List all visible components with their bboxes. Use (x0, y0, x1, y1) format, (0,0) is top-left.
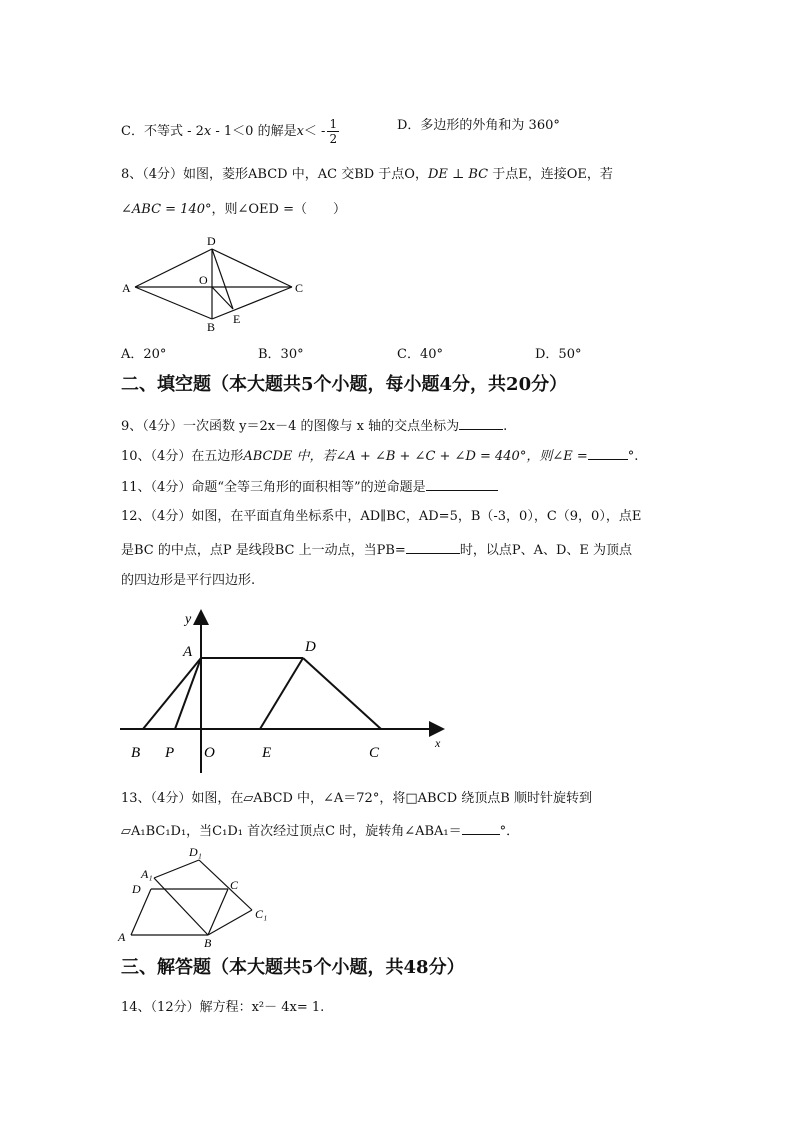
q12-label-O: O (204, 745, 215, 761)
fraction-one-half: $\frac{1}{2}$ (329, 117, 338, 146)
q9-text: 9、（4分）一次函数 y＝2x－4 的图像与 x 轴的交点坐标为 . (121, 416, 507, 436)
q8-label-A: A (122, 281, 131, 295)
q11-answer-blank (426, 477, 498, 491)
q10-answer-blank (588, 446, 628, 460)
q8-label-C: C (295, 281, 304, 295)
q8-label-D: D (207, 234, 216, 248)
q12-line1: 12、（4分）如图，在平面直角坐标系中，AD∥BC，AD=5，B（-3，0），C（9，0），点E (121, 509, 642, 524)
q13-label-A: A (118, 930, 126, 944)
q8-label-E: E (233, 312, 241, 326)
q12-label-E: E (262, 745, 272, 761)
q9-answer-blank (459, 416, 503, 430)
q8-option-c: C．40° (397, 347, 443, 362)
q13-label-C: C (230, 878, 239, 892)
q12-label-A: A (183, 644, 193, 660)
q12-coordinate-figure (115, 603, 455, 775)
q12-label-P: P (165, 745, 175, 761)
q13-label-B: B (204, 936, 212, 950)
q10-text: 10、（4分）在五边形ABCDE 中，若∠A + ∠B + ∠C + ∠D = 440°，则∠E = °. (121, 446, 638, 466)
q12-label-x: x (435, 736, 441, 750)
q8-stem-line2: ∠ABC = 140°，则∠OED =（ ） (121, 202, 346, 217)
q8-option-d: D．50° (535, 347, 582, 362)
q8-rhombus-figure (118, 232, 318, 337)
q12-line3: 的四边形是平行四边形. (121, 573, 256, 588)
q12-label-y: y (185, 612, 192, 627)
q13-answer-blank (462, 821, 500, 835)
q12-label-C: C (369, 745, 380, 761)
q8-stem-line1: 8、（4分）如图，菱形ABCD 中，AC 交BD 于点O，DE ⊥ BC 于点E，连接OE，若 (121, 167, 613, 182)
q8-option-b: B．30° (258, 347, 304, 362)
q12-label-D: D (305, 639, 316, 655)
q13-label-D: D (132, 882, 141, 896)
q13-label-D1: D₁ (189, 845, 202, 859)
q11-text: 11、（4分）命题“全等三角形的面积相等”的逆命题是 (121, 477, 498, 497)
q13-rotation-figure (115, 843, 280, 951)
section-3-heading: 三、解答题（本大题共5个小题，共48分） (121, 957, 465, 978)
q13-label-C1: C₁ (255, 907, 268, 921)
q12-label-B: B (131, 745, 141, 761)
q8-label-O: O (199, 273, 208, 287)
q14-text: 14、（12分）解方程：x²－ 4x= 1. (121, 1000, 325, 1015)
q13-line2: ▱A₁BC₁D₁，当C₁D₁ 首次经过顶点C 时，旋转角∠ABA₁＝ °． (121, 821, 519, 841)
q13-label-A1: A₁ (141, 867, 153, 881)
q8-option-a: A．20° (121, 347, 167, 362)
section-2-heading: 二、填空题（本大题共5个小题，每小题4分，共20分） (121, 374, 568, 395)
q7-option-c: C．不等式 - 2x - 1＜0 的解是x＜ - $\frac{1}{2}$ (121, 117, 338, 146)
q7-option-d: D．多边形的外角和为 360° (397, 118, 560, 133)
q12-answer-blank (406, 540, 460, 554)
q12-line2: 是BC 的中点，点P 是线段BC 上一动点，当PB= 时，以点P、A、D、E 为顶点 (121, 540, 632, 560)
q13-line1: 13、（4分）如图，在▱ABCD 中，∠A＝72°，将□ABCD 绕顶点B 顺时针旋转到 (121, 791, 592, 806)
q8-label-B: B (207, 320, 216, 334)
